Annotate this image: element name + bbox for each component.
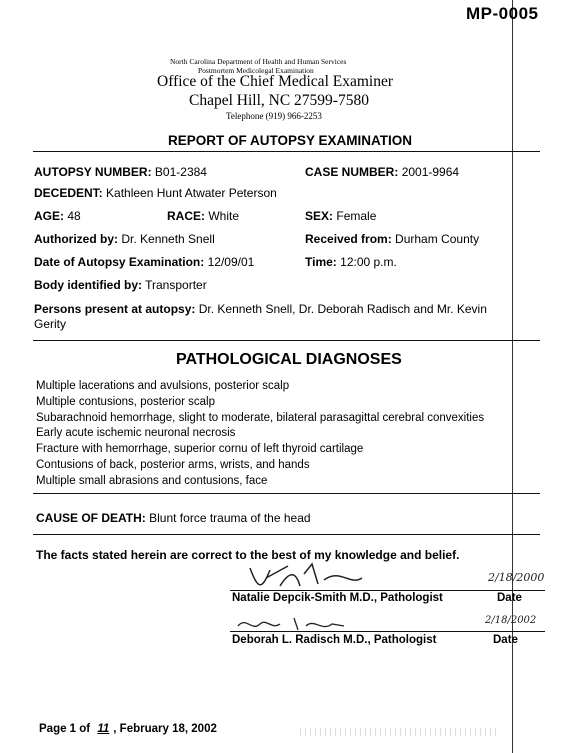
decedent-label: DECEDENT: xyxy=(34,186,103,200)
time-value: 12:00 p.m. xyxy=(340,255,397,269)
date-label: Date xyxy=(493,634,518,646)
document-id: MP-0005 xyxy=(466,4,539,23)
autopsy-number-label: AUTOPSY NUMBER: xyxy=(34,165,152,179)
agency-name: North Carolina Department of Health and Human Services xyxy=(170,57,347,66)
scan-noise xyxy=(300,728,500,736)
received-row xyxy=(305,232,479,246)
fields-rule xyxy=(33,340,540,341)
body-identified-value: Transporter xyxy=(145,278,207,292)
diagnosis-item: Multiple lacerations and avulsions, posterior scalp xyxy=(36,380,290,392)
autopsy-number-row xyxy=(34,165,207,179)
decedent-row xyxy=(34,186,277,200)
case-number-row xyxy=(305,165,459,179)
title-rule xyxy=(33,151,540,152)
age-label: AGE: xyxy=(34,209,64,223)
case-number-value: 2001-9964 xyxy=(401,165,460,179)
sex-value: Female xyxy=(336,209,377,223)
diagnoses-rule xyxy=(33,493,540,494)
received-value: Durham County xyxy=(395,232,480,246)
signature-date-handwritten: 2/18/2002 xyxy=(485,615,537,626)
persons-present-label: Persons present at autopsy: xyxy=(34,302,196,316)
race-value: White xyxy=(208,209,240,223)
diagnosis-item: Contusions of back, posterior arms, wrists, and hands xyxy=(36,458,310,471)
cause-rule xyxy=(33,534,540,535)
race-row xyxy=(167,209,239,223)
report-title: REPORT OF AUTOPSY EXAMINATION xyxy=(168,133,413,148)
diagnosis-item: Multiple contusions, posterior scalp xyxy=(36,395,215,408)
diagnosis-item: Fracture with hemorrhage, superior cornu of left thyroid cartilage xyxy=(36,443,364,456)
autopsy-number-value: B01-2384 xyxy=(154,165,207,179)
pathological-diagnoses-title: PATHOLOGICAL DIAGNOSES xyxy=(176,351,402,368)
time-row xyxy=(305,255,397,269)
cause-of-death-value: Blunt force trauma of the head xyxy=(149,511,311,525)
office-address: Chapel Hill, NC 27599-7580 xyxy=(189,92,369,109)
decedent-value: Kathleen Hunt Atwater Peterson xyxy=(106,186,277,200)
authorized-value: Dr. Kenneth Snell xyxy=(121,232,215,246)
diagnosis-item: Multiple small abrasions and contusions, face xyxy=(36,474,268,487)
page-footer xyxy=(39,723,217,735)
attestation-statement: The facts stated herein are correct to the best of my knowledge and belief. xyxy=(36,548,460,562)
diagnosis-item: Subarachnoid hemorrhage, slight to moderate, bilateral parasagittal cerebral convexities xyxy=(36,411,485,424)
division-name: Postmortem Medicolegal Examination xyxy=(198,66,314,75)
page-date: , February 18, 2002 xyxy=(113,723,217,735)
age-row xyxy=(34,209,81,223)
persons-present-row xyxy=(34,302,487,316)
office-telephone: Telephone (919) 966-2253 xyxy=(226,111,322,121)
time-label: Time: xyxy=(305,255,337,269)
authorized-row xyxy=(34,232,215,246)
persons-present-value: Dr. Kenneth Snell, Dr. Deborah Radisch and Mr. Kevin xyxy=(198,302,487,316)
cause-of-death-label: CAUSE OF DEATH: xyxy=(36,511,146,525)
body-identified-row xyxy=(34,278,207,292)
pathologist-name: Deborah L. Radisch M.D., Pathologist xyxy=(232,634,437,646)
office-name: Office of the Chief Medical Examiner xyxy=(157,73,393,90)
case-number-label: CASE NUMBER: xyxy=(305,165,399,179)
diagnosis-item: Early acute ischemic neuronal necrosis xyxy=(36,427,236,440)
exam-date-label: Date of Autopsy Examination: xyxy=(34,255,205,269)
page-prefix: Page 1 of xyxy=(39,723,91,735)
race-label: RACE: xyxy=(167,209,205,223)
authorized-label: Authorized by: xyxy=(34,232,118,246)
sex-label: SEX: xyxy=(305,209,334,223)
pathologist-name: Natalie Depcik-Smith M.D., Pathologist xyxy=(232,592,443,604)
signature-line xyxy=(230,631,545,632)
signature-date-handwritten: 2/18/2000 xyxy=(488,571,545,584)
page-total: 11 xyxy=(97,723,110,735)
diagnosis-list xyxy=(36,379,484,490)
received-label: Received from: xyxy=(305,232,392,246)
signature-line xyxy=(230,590,545,591)
age-value: 48 xyxy=(67,209,81,223)
persons-present-continuation: Gerity xyxy=(34,317,67,331)
exam-date-value: 12/09/01 xyxy=(207,255,255,269)
exam-date-row xyxy=(34,255,254,269)
sex-row xyxy=(305,209,376,223)
body-identified-label: Body identified by: xyxy=(34,278,142,292)
date-label: Date xyxy=(497,592,522,604)
cause-of-death-row xyxy=(36,511,311,525)
